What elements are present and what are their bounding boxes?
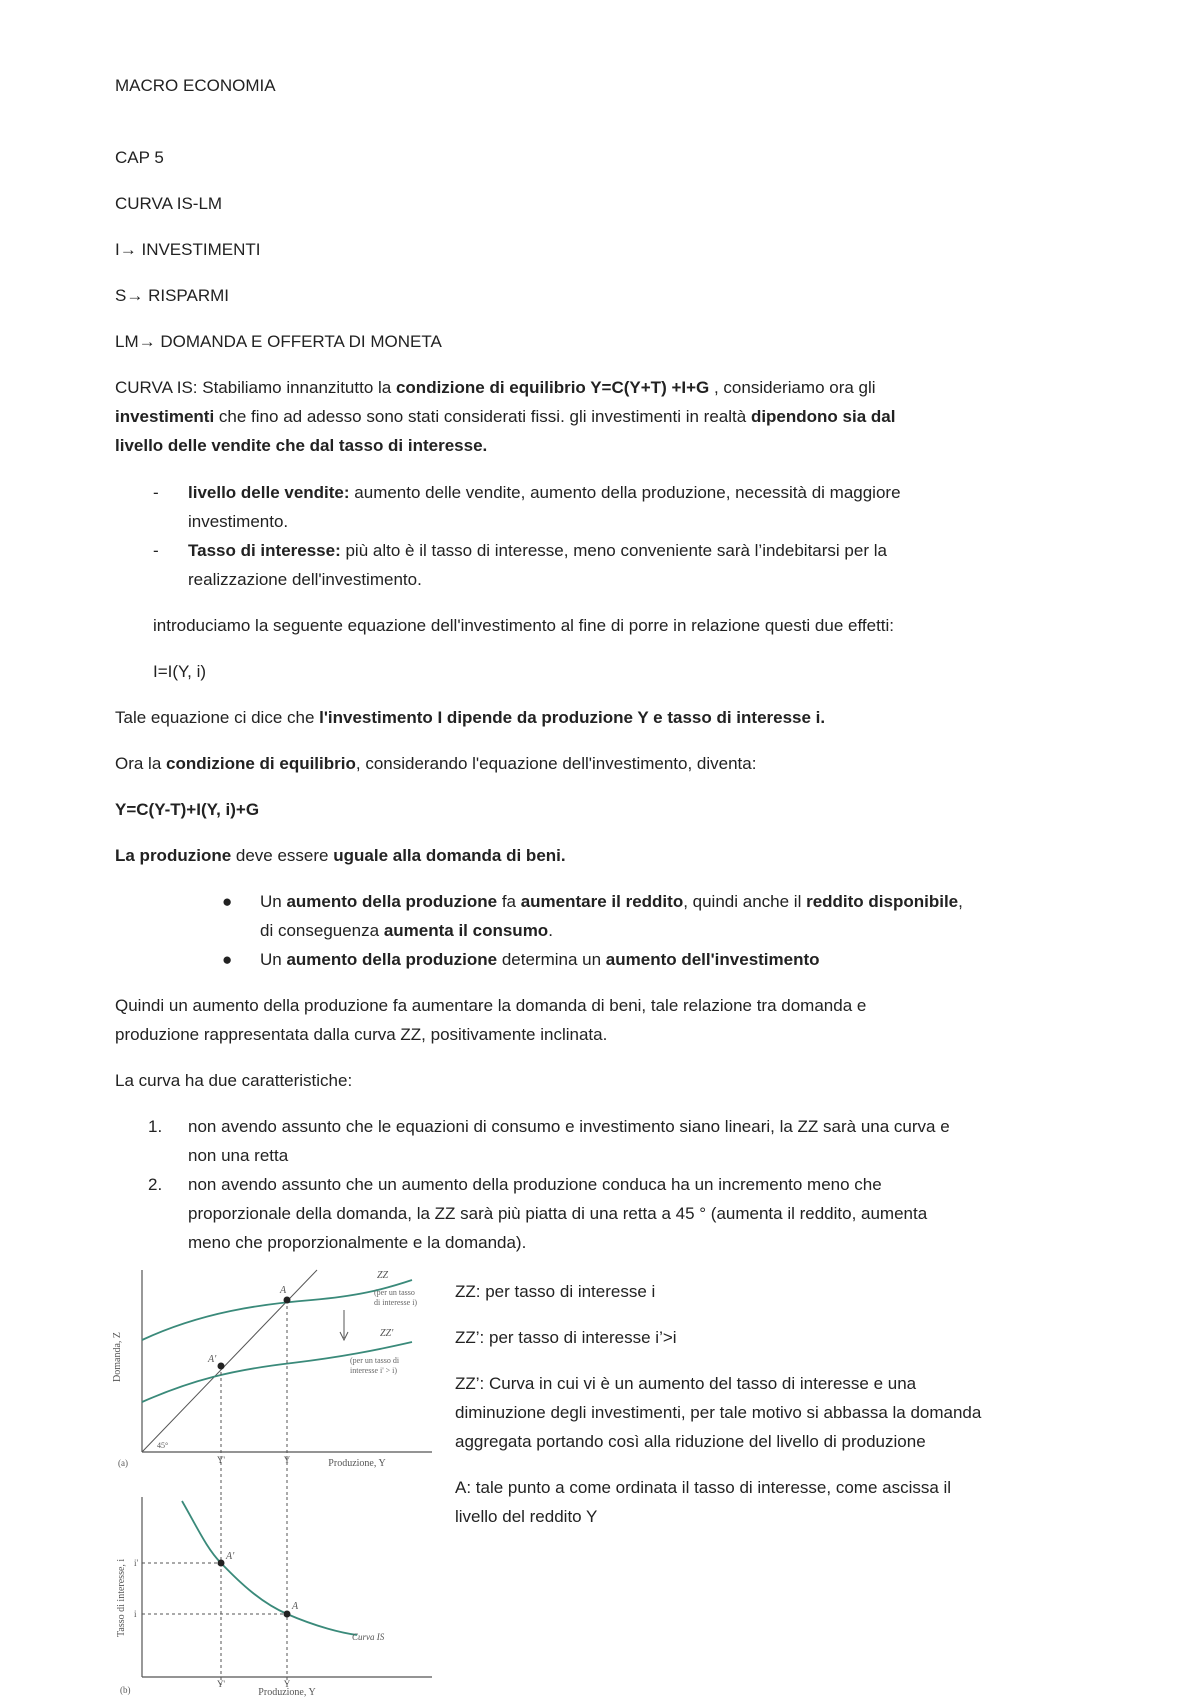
text-bold: livello delle vendite che dal tasso di interesse.	[115, 436, 488, 455]
side-zz-desc-1: ZZ’: Curva in cui vi è un aumento del tasso di interesse e una	[455, 1374, 917, 1393]
zz-prime-note: (per un tasso di	[350, 1356, 400, 1365]
text-run: .	[548, 921, 553, 940]
text-bold: Tasso di interesse:	[188, 541, 341, 560]
bullet-dot: ●	[222, 892, 233, 911]
tick-y: Y	[283, 1679, 291, 1689]
bullet-1	[260, 887, 963, 916]
text-run: CURVA IS: Stabiliamo innanzitutto la	[115, 378, 396, 397]
text-bold: dipendono sia dal	[750, 407, 896, 426]
para-is-line1	[115, 373, 876, 402]
def-investimenti	[115, 235, 260, 264]
text-bold: condizione di equilibrio	[166, 754, 356, 773]
para-is-line3	[115, 431, 487, 460]
zz-prime-label: ZZ'	[380, 1328, 394, 1339]
text-run: aumento delle vendite, aumento della produzione, necessità di maggiore	[349, 483, 901, 502]
axis-label-x: Produzione, Y	[328, 1458, 386, 1469]
def-risparmi	[115, 281, 229, 310]
def-text: INVESTIMENTI	[141, 240, 261, 259]
text-bold: aumento della produzione	[286, 950, 498, 969]
equilibrium-equation	[115, 795, 259, 824]
text-run: , consideriamo ora gli	[709, 378, 876, 397]
text-run: deve essere	[231, 846, 334, 865]
dash-item-1	[188, 478, 901, 507]
curva-due-line: La curva ha due caratteristiche:	[115, 1071, 353, 1090]
text-bold: aumentare il reddito	[520, 892, 684, 911]
numbered-item-2-cont2: meno che proporzionalmente e la domanda).	[188, 1233, 527, 1252]
quindi-line1: Quindi un aumento della produzione fa aumentare la domanda di beni, tale relazione tra domanda e	[115, 996, 867, 1015]
quindi-line2: produzione rappresentata dalla curva ZZ, positivamente inclinata.	[115, 1025, 608, 1044]
text-run: , considerando l'equazione dell'investimento, diventa:	[355, 754, 757, 773]
chapter-heading: CAP 5	[115, 148, 164, 167]
is-curve	[182, 1501, 357, 1635]
point-a-label: A	[280, 1285, 287, 1296]
bullet-2	[260, 945, 820, 974]
tick-i-prime: i'	[134, 1558, 139, 1568]
axis-label-y: Tasso di interesse, i	[116, 1558, 127, 1637]
numbered-item-1: non avendo assunto che le equazioni di consumo e investimento siano lineari, la ZZ sarà una curva e	[188, 1117, 950, 1136]
tick-y: Y	[283, 1455, 291, 1465]
text-run: più alto è il tasso di interesse, meno conveniente sarà l’indebitarsi per la	[340, 541, 887, 560]
line-45	[142, 1270, 317, 1452]
text-bold: livello delle vendite:	[188, 483, 350, 502]
text-run: che fino ad adesso sono stati considerati fissi. gli investimenti in realtà	[214, 407, 751, 426]
def-key: I	[115, 240, 120, 259]
text-run: fa	[497, 892, 521, 911]
dash-item-2	[188, 536, 887, 565]
point-a-prime-label: A'	[208, 1354, 217, 1365]
bullet-dot: ●	[222, 950, 233, 969]
text-bold: uguale alla domanda di beni.	[333, 846, 566, 865]
tale-line	[115, 703, 825, 732]
numbered-item-2: non avendo assunto che un aumento della produzione conduca ha un incremento meno che	[188, 1175, 882, 1194]
zz-label: ZZ	[377, 1270, 389, 1281]
investment-equation: I=I(Y, i)	[153, 662, 207, 681]
panel-label: (b)	[120, 1685, 131, 1695]
panel-label: (a)	[118, 1458, 128, 1468]
def-key: S	[115, 286, 127, 305]
is-curve-label: Curva IS	[352, 1632, 385, 1642]
point-a-prime	[218, 1363, 225, 1370]
text-run: Un	[260, 950, 287, 969]
text-run: Tale equazione ci dice che	[115, 708, 320, 727]
axis-label-x: Produzione, Y	[258, 1687, 316, 1697]
dash-item-1-cont: investimento.	[188, 512, 289, 531]
numbered-item-1-cont: non una retta	[188, 1146, 289, 1165]
arrow-icon: →	[126, 286, 144, 305]
arrow-icon: →	[119, 240, 137, 259]
zz-curve	[142, 1280, 412, 1340]
text-run: Un	[260, 892, 287, 911]
text-bold: La produzione	[115, 846, 232, 865]
text-run: determina un	[497, 950, 606, 969]
point-a-label: A	[292, 1601, 299, 1612]
text-bold: condizione di equilibrio Y=C(Y+T) +I+G	[395, 378, 710, 397]
point-a-prime	[218, 1560, 225, 1567]
def-text: DOMANDA E OFFERTA DI MONETA	[160, 332, 442, 351]
text-run: di conseguenza	[260, 921, 384, 940]
arrow-icon: →	[138, 332, 156, 351]
list-number: 1.	[148, 1117, 163, 1136]
dash-marker: -	[153, 541, 159, 560]
def-key: LM	[115, 332, 139, 351]
dash-marker: -	[153, 483, 159, 502]
numbered-item-2-cont: proporzionale della domanda, la ZZ sarà più piatta di una retta a 45 ° (aumenta il reddito, aumenta	[188, 1204, 928, 1223]
prod-line	[115, 841, 566, 870]
section-heading: CURVA IS-LM	[115, 194, 223, 213]
side-zz: ZZ: per tasso di interesse i	[455, 1282, 656, 1301]
tick-i: i	[134, 1609, 137, 1619]
def-text: RISPARMI	[148, 286, 229, 305]
doc-title: MACRO ECONOMIA	[115, 76, 276, 95]
deg-label: 45°	[157, 1441, 169, 1450]
list-number: 2.	[148, 1175, 163, 1194]
side-a-1: A: tale punto a come ordinata il tasso di interesse, come ascissa il	[455, 1478, 952, 1497]
text-bold: aumento dell'investimento	[605, 950, 820, 969]
side-zz-prime: ZZ’: per tasso di interesse i’>i	[455, 1328, 677, 1347]
point-a-prime-label: A'	[226, 1551, 235, 1562]
point-a	[284, 1611, 291, 1618]
point-a	[284, 1297, 291, 1304]
bullet-1-cont	[260, 916, 553, 945]
figure-a-zz	[112, 1262, 442, 1497]
text-bold: aumenta il consumo	[383, 921, 549, 940]
text-run: Ora la	[115, 754, 167, 773]
side-a-2: livello del reddito Y	[455, 1507, 598, 1526]
text-bold: Y=C(Y-T)+I(Y, i)+G	[115, 800, 260, 819]
text-bold: investimenti	[115, 407, 215, 426]
dash-item-2-cont: realizzazione dell'investimento.	[188, 570, 422, 589]
def-lm	[115, 327, 442, 356]
text-run: ,	[958, 892, 963, 911]
axis-label-y: Domanda, Z	[112, 1332, 123, 1382]
side-zz-desc-2: diminuzione degli investimenti, per tale motivo si abbassa la domanda	[455, 1403, 982, 1422]
zz-note: di interesse i)	[374, 1298, 418, 1307]
text-bold: aumento della produzione	[286, 892, 498, 911]
tick-y-prime: Y'	[216, 1679, 226, 1689]
text-bold: reddito disponibile	[806, 892, 959, 911]
zz-note: (per un tasso	[374, 1288, 415, 1297]
figure-b-is	[112, 1497, 442, 1697]
ora-line	[115, 749, 756, 778]
tick-y-prime: Y'	[216, 1455, 226, 1465]
text-bold: l'investimento I dipende da produzione Y e tasso di interesse i.	[319, 708, 826, 727]
zz-prime-note: interesse i' > i)	[350, 1366, 398, 1375]
intro-line: introduciamo la seguente equazione dell'investimento al fine di porre in relazione questi due effetti:	[153, 616, 895, 635]
para-is-line2	[115, 402, 895, 431]
text-run: , quindi anche il	[683, 892, 807, 911]
side-zz-desc-3: aggregata portando così alla riduzione del livello di produzione	[455, 1432, 926, 1451]
